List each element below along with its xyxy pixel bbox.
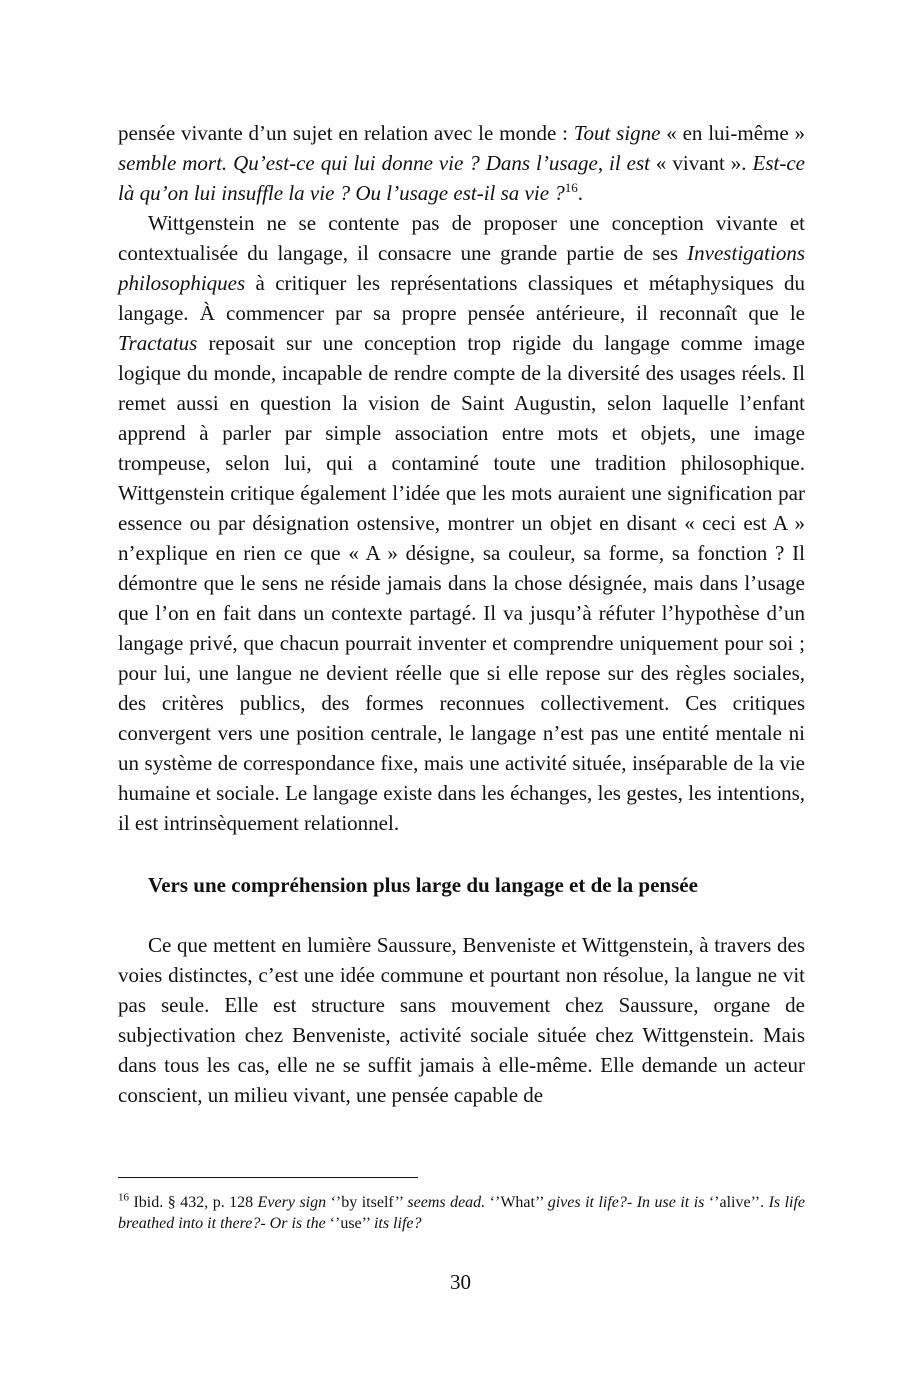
footnote-reference[interactable]: 16 <box>564 180 578 195</box>
paragraph-2-text-3: reposait sur une conception trop rigide du langage comme image logique du monde, incapable de rendre compte de la diversité des usages réels. Il remet aussi en question la vision de Saint Augustin, selon laquelle l’enfant apprend à parler par simple association entre mots et objets, une image trompeuse, selon lui, qui a contaminé toute une tradition philosophique. Wittgenstein critique également l’idée que les mots auraient une signification par essence ou par désignation ostensive, montrer un objet en disant « ceci est A » n’explique en rien ce que « A » désigne, sa couleur, sa forme, sa fonction ? Il démontre que le sens ne réside jamais dans la chose désignée, mais dans l’usage que l’on en fait dans un contexte partagé. Il va jusqu’à réfuter l’hypothèse d’un langage privé, que chacun pourrait inventer et comprendre uniquement pour soi ; pour lui, une langue ne devient réelle que si elle repose sur des règles sociales, des critères publics, des formes reconnues collectivement. Ces critiques convergent vers une position centrale, le langage n’est pas une entité mentale ni un système de correspondance fixe, mais une activité située, inséparable de la vie humaine et sociale. Le langage existe dans les échanges, les gestes, les intentions, il est intrinsèquement relationnel. <box>118 331 805 835</box>
footnote-quote-1: Every sign <box>257 1194 327 1211</box>
paragraph-1 <box>118 118 805 208</box>
paragraph-1-text-4: . <box>577 181 584 205</box>
paragraph-1-text-3: « vivant ». <box>649 151 753 175</box>
footnote-text-5: ‘’use’’ <box>325 1215 374 1232</box>
paragraph-2-text-1: Wittgenstein ne se contente pas de proposer une conception vivante et contextualisée du langage, il consacre une grande partie de ses <box>118 211 805 265</box>
footnote-quote-4: Is life breathed into it there?- Or is the <box>118 1194 806 1232</box>
paragraph-1-text-2: « en lui-même » <box>660 121 806 145</box>
footnote-text-1: Ibid. § 432, p. 128 <box>129 1194 258 1211</box>
footnote-quote-3: gives it life?- In use it is <box>547 1194 705 1211</box>
section-heading: Vers une compréhension plus large du langage et de la pensée <box>148 873 698 897</box>
paragraph-1-quote-1: Tout signe <box>573 121 661 145</box>
book-title-tractatus: Tractatus <box>118 331 198 355</box>
footnote-number: 16 <box>118 1191 129 1204</box>
paragraph-1-quote-2: semble mort. Qu’est-ce qui lui donne vie ? Dans l’usage, il est <box>118 151 650 175</box>
footnote-separator <box>118 1177 418 1178</box>
footnote-text-2: ‘’by itself’’ <box>326 1194 408 1211</box>
footnote <box>118 1192 805 1234</box>
paragraph-2 <box>118 208 805 838</box>
footnote-text-4: ‘’alive’’. <box>704 1194 769 1211</box>
footnote-quote-2: seems dead. <box>407 1194 486 1211</box>
page-body <box>118 118 805 1110</box>
footnote-text-3: ‘’What’’ <box>485 1194 548 1211</box>
paragraph-1-text-1: pensée vivante d’un sujet en relation avec le monde : <box>118 121 574 145</box>
paragraph-3: Ce que mettent en lumière Saussure, Benveniste et Wittgenstein, à travers des voies distinctes, c’est une idée commune et pourtant non résolue, la langue ne vit pas seule. Elle est structure sans mouvement chez Saussure, organe de subjectivation chez Benveniste, activité sociale située chez Wittgenstein. Mais dans tous les cas, elle ne se suffit jamais à elle-même. Elle demande un acteur conscient, un milieu vivant, une pensée capable de <box>118 933 805 1107</box>
paragraph-1-quote-3: Est-ce là qu’on lui insuffle la vie ? Ou l’usage est-il sa vie ? <box>118 151 805 205</box>
book-title-investigations: Investigations philosophiques <box>118 241 805 295</box>
page-number: 30 <box>450 1270 471 1294</box>
footnote-quote-5: its life? <box>373 1215 422 1232</box>
paragraph-2-text-2: à critiquer les représentations classiques et métaphysiques du langage. À commencer par sa propre pensée antérieure, il reconnaît que le <box>118 271 805 325</box>
